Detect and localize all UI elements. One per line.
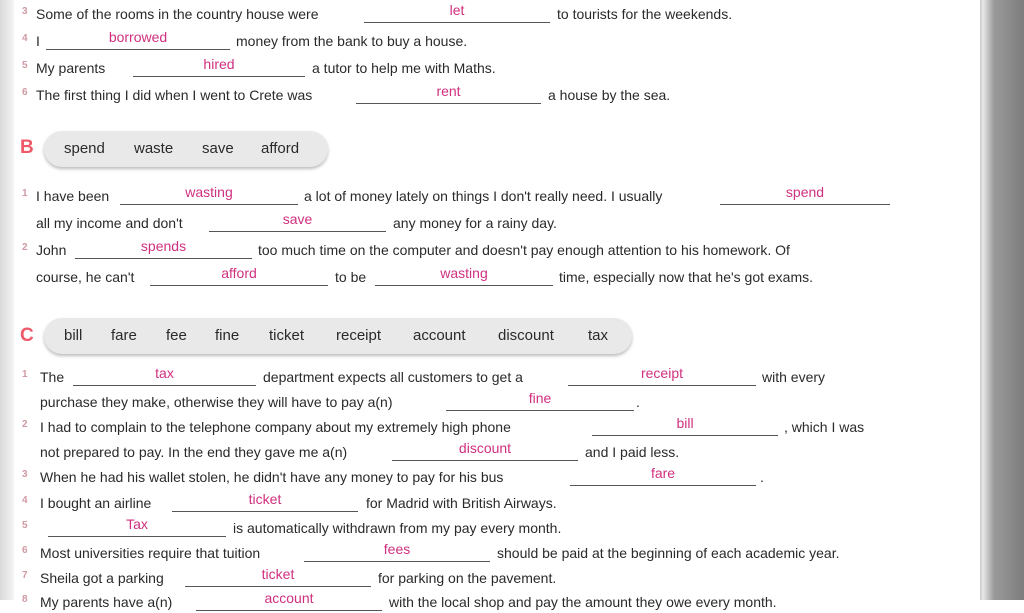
- item-number: 1: [22, 188, 28, 199]
- item-text: with every: [762, 369, 826, 385]
- handwritten-answer: afford: [221, 265, 257, 281]
- handwritten-answer: borrowed: [108, 29, 168, 45]
- answer-blank[interactable]: [185, 566, 371, 587]
- word-option: tax: [588, 327, 609, 344]
- item-text: and I paid less.: [585, 444, 680, 460]
- handwritten-answer: spend: [785, 184, 825, 200]
- handwritten-answer: tax: [155, 365, 174, 381]
- item-number: 3: [22, 6, 28, 17]
- item-number: 5: [22, 520, 28, 531]
- handwritten-answer: discount: [458, 440, 512, 456]
- book-binding: [980, 0, 1024, 600]
- answer-blank[interactable]: [570, 465, 756, 486]
- answer-blank[interactable]: [196, 590, 382, 611]
- handwritten-answer: fare: [650, 465, 676, 481]
- item-text: The: [40, 369, 65, 385]
- answer-blank[interactable]: [120, 184, 298, 205]
- item-number: 2: [22, 419, 28, 430]
- item-text: a house by the sea.: [548, 87, 671, 103]
- item-text: Most universities require that tuition: [40, 545, 261, 561]
- item-number: 5: [22, 60, 28, 71]
- handwritten-answer: hired: [203, 56, 235, 72]
- answer-blank[interactable]: [356, 83, 541, 104]
- item-text: .: [760, 469, 764, 485]
- handwritten-answer: receipt: [640, 365, 684, 381]
- item-number: 7: [22, 570, 28, 581]
- handwritten-answer: fine: [528, 390, 552, 406]
- item-text: John: [36, 242, 67, 258]
- item-number: 6: [22, 87, 28, 98]
- item-number: 6: [22, 545, 28, 556]
- item-text: all my income and don't: [36, 215, 183, 231]
- word-option: receipt: [336, 327, 382, 344]
- item-text: purchase they make, otherwise they will have to pay a(n): [40, 394, 393, 410]
- answer-blank[interactable]: [375, 265, 553, 286]
- answer-blank[interactable]: [133, 56, 305, 77]
- handwritten-answer: fees: [383, 541, 411, 557]
- answer-blank[interactable]: [48, 516, 226, 537]
- item-number: 8: [22, 594, 28, 605]
- word-option: fare: [111, 327, 137, 344]
- item-text: any money for a rainy day.: [393, 215, 557, 231]
- item-text: The first thing I did when I went to Crete was: [36, 87, 313, 103]
- word-option: afford: [261, 140, 300, 157]
- answer-blank[interactable]: [209, 211, 386, 232]
- item-text: money from the bank to buy a house.: [236, 33, 468, 49]
- answer-blank[interactable]: [592, 415, 778, 436]
- word-box: [44, 131, 328, 167]
- item-text: I had to complain to the telephone company about my extremely high phone: [40, 419, 511, 435]
- item-text: to be: [335, 269, 367, 285]
- handwritten-answer: let: [449, 2, 465, 18]
- item-text: not prepared to pay. In the end they gave me a(n): [40, 444, 348, 460]
- item-text: My parents have a(n): [40, 594, 173, 610]
- item-text: My parents: [36, 60, 106, 76]
- word-option: spend: [64, 140, 105, 157]
- handwritten-answer: save: [282, 211, 313, 227]
- item-text: I have been: [36, 188, 110, 204]
- section-letter: C: [20, 325, 34, 346]
- answer-blank[interactable]: [172, 491, 358, 512]
- item-text: for parking on the pavement.: [378, 570, 557, 586]
- answer-blank[interactable]: [304, 541, 490, 562]
- handwritten-answer: rent: [436, 83, 461, 99]
- word-option: ticket: [269, 327, 305, 344]
- item-text: time, especially now that he's got exams.: [559, 269, 814, 285]
- item-number: 4: [22, 495, 28, 506]
- handwritten-answer: Tax: [126, 516, 148, 532]
- item-text: I bought an airline: [40, 495, 152, 511]
- item-text: with the local shop and pay the amount they owe every month.: [389, 594, 777, 610]
- handwritten-answer: wasting: [440, 265, 488, 281]
- handwritten-answer: ticket: [261, 566, 295, 582]
- item-text: for Madrid with British Airways.: [366, 495, 557, 511]
- item-text: is automatically withdrawn from my pay every month.: [233, 520, 562, 536]
- answer-blank[interactable]: [720, 184, 890, 205]
- item-text: When he had his wallet stolen, he didn't have any money to pay for his bus: [40, 469, 504, 485]
- word-option: discount: [498, 327, 554, 344]
- answer-blank[interactable]: [75, 238, 252, 259]
- answer-blank[interactable]: [392, 440, 578, 461]
- word-box: [44, 318, 632, 354]
- word-option: save: [202, 140, 234, 157]
- answer-blank[interactable]: [150, 265, 328, 286]
- word-option: account: [413, 327, 466, 344]
- item-text: a tutor to help me with Maths.: [312, 60, 496, 76]
- word-option: waste: [134, 140, 174, 157]
- item-text: should be paid at the beginning of each academic year.: [497, 545, 840, 561]
- handwritten-answer: bill: [676, 415, 694, 431]
- answer-blank[interactable]: [46, 29, 230, 50]
- handwritten-answer: account: [264, 590, 314, 606]
- item-text: a lot of money lately on things I don't really need. I usually: [304, 188, 663, 204]
- answer-blank[interactable]: [73, 365, 256, 386]
- answer-blank[interactable]: [568, 365, 756, 386]
- word-option: bill: [64, 327, 83, 344]
- handwritten-answer: spends: [140, 238, 187, 254]
- item-text: Sheila got a parking: [40, 570, 164, 586]
- item-number: 4: [22, 33, 28, 44]
- answer-blank[interactable]: [446, 390, 634, 411]
- item-text: to tourists for the weekends.: [557, 6, 733, 22]
- item-text: , which I was: [784, 419, 865, 435]
- handwritten-answer: ticket: [248, 491, 282, 507]
- handwritten-answer: wasting: [185, 184, 233, 200]
- item-text: too much time on the computer and doesn't pay enough attention to his homework. Of: [258, 242, 790, 258]
- item-number: 2: [22, 242, 28, 253]
- word-option: fee: [166, 327, 187, 344]
- item-text: course, he can't: [36, 269, 135, 285]
- word-option: fine: [215, 327, 240, 344]
- section-letter: B: [20, 137, 34, 158]
- item-text: I: [36, 33, 40, 49]
- answer-blank[interactable]: [364, 2, 550, 23]
- item-number: 3: [22, 469, 28, 480]
- item-text: department expects all customers to get a: [263, 369, 523, 385]
- page-margin: [0, 0, 14, 600]
- item-text: Some of the rooms in the country house were: [36, 6, 319, 22]
- item-text: .: [636, 394, 640, 410]
- item-number: 1: [22, 369, 28, 380]
